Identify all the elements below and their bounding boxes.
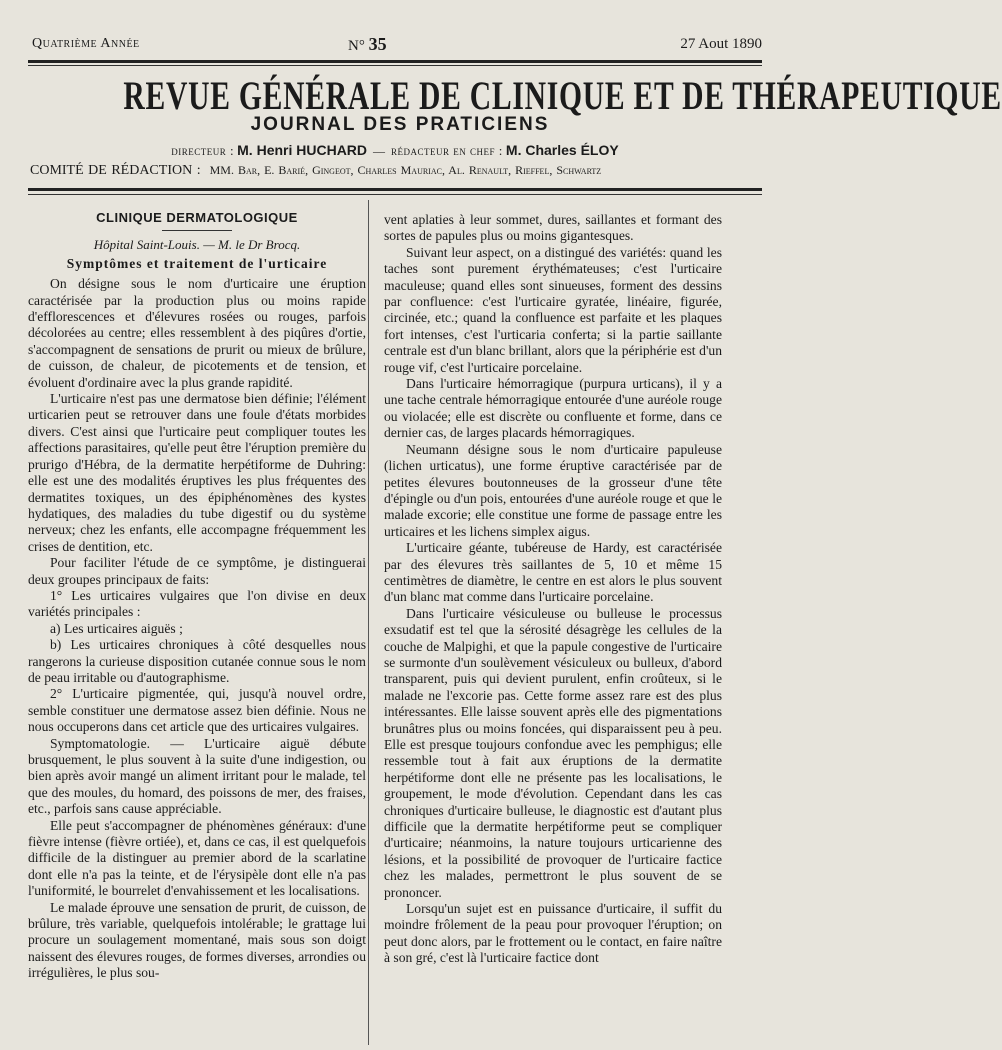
left-column [28, 208, 366, 982]
journal-subtitle: JOURNAL DES PRATICIENS [250, 114, 550, 135]
journal-title: REVUE GÉNÉRALE DE CLINIQUE ET DE THÉRAPEUTIQUE [123, 73, 1002, 118]
paragraph: Neumann désigne sous le nom d'urticaire papuleuse (lichen urticatus), une forme éruptive caractérisée par de petites élevures boutonneuses de la grosseur d'une tête d'épingle ou d'un pois, entourées d'une auréole rouge et que le malade excorie; elle constitue une forme de passage entre les urticaires et les lichens simplex aigus. [384, 441, 722, 539]
paragraph: Lorsqu'un sujet est en puissance d'urticaire, il suffit du moindre frôlement de la peau pour provoquer l'éruption; on peut donc alors, par le frottement ou le contact, en faire naître à son gré, c'est là l'urticaire factice dont [384, 901, 722, 966]
editorial-staff: directeur : M. Henri HUCHARD — rédacteur en chef : M. Charles ÉLOY [171, 142, 619, 158]
hospital-line: Hôpital Saint-Louis. — M. le Dr Brocq. [93, 237, 301, 253]
paragraph: Suivant leur aspect, on a distingué des variétés: quand les taches sont purement érythémateuses; c'est l'urticaire maculeuse; quand elles sont sinueuses, forment des dessins par confluence: c'est l'urticaire gyratée, linéaire, figurée, circinée, etc.; quand la confluence est parfaite et les plaques fort intenses, c'est l'urticaria conferta; si la partie saillante centrale est d'un blanc brillant, alors que la périphérie est d'un rouge vif, c'est l'urticaire porcelaine. [384, 244, 722, 375]
director-name: M. Henri HUCHARD [237, 142, 368, 158]
issue-number: N° 35 [348, 34, 387, 54]
paragraph: Symptomatologie. — L'urticaire aiguë débute brusquement, le plus souvent à la suite d'une indigestion, ou bien après avoir mangé un aliment irritant pour le malade, tel que des moules, du homard, des poissons de mer, des fraises, etc., parfois sans cause appréciable. [28, 735, 366, 817]
header-rule-thin [28, 65, 762, 66]
column-separator [368, 200, 369, 1045]
right-column [384, 212, 722, 967]
committee-names: MM. Bar, E. Barié, Gingeot, Charles Mauriac, Al. Renault, Rieffel, Schwartz [209, 163, 602, 177]
paragraph: Pour faciliter l'étude de ce symptôme, je distinguerai deux groupes principaux de faits: [28, 555, 366, 587]
section-rule [162, 230, 232, 231]
editor-name: M. Charles ÉLOY [505, 142, 619, 158]
paragraph: Dans l'urticaire hémorragique (purpura urticans), il y a une tache centrale hémorragique entourée d'une auréole rouge ou violacée; elle est discrète ou confluente et forme, dans ce dernier cas, de larges placards hémorragiques. [384, 376, 722, 441]
paragraph: 2° L'urticaire pigmentée, qui, jusqu'à nouvel ordre, semble constituer une dermatose assez bien définie. Nous ne nous occuperons dans cet article que des urticaires vulgaires. [28, 686, 366, 735]
year-label: Quatrième Année [32, 36, 140, 51]
paragraph: Elle peut s'accompagner de phénomènes généraux: d'une fièvre intense (fièvre ortiée), et, dans ce cas, il est quelquefois difficile de la distinguer au premier abord de la scarlatine dont elle n'a pas la teinte, et de l'érysipèle dont elle n'a pas l'uniformité, le bourrelet d'envahissement et les localisations. [28, 817, 366, 899]
paragraph: b) Les urticaires chroniques à côté desquelles nous rangerons la curieuse disposition cutanée connue sous le nom de peau irritable ou d'autographisme. [28, 637, 366, 685]
right-body [384, 212, 722, 967]
paragraph: 1° Les urticaires vulgaires que l'on divise en deux variétés principales : [28, 587, 366, 620]
section-title: CLINIQUE DERMATOLOGIQUE [96, 210, 298, 225]
header-rule [28, 60, 762, 63]
article-title: Symptômes et traitement de l'urticaire [66, 255, 328, 271]
paragraph: vent aplaties à leur sommet, dures, saillantes et formant des sortes de papules plus ou moins gigantesques. [384, 212, 722, 244]
paragraph: Le malade éprouve une sensation de prurit, de cuisson, de brûlure, très variable, quelquefois intolérable; le grattage lui procure un soulagement momentané, mais sous son doigt naissent des élevures rouges, de formes diverses, arrondies ou irrégulières, le plus sou- [28, 899, 366, 981]
paragraph: L'urticaire géante, tubéreuse de Hardy, est caractérisée par des élevures très saillantes de 5, 10 et même 15 centimètres de diamètre, le centre en est alors le plus souvent d'un blanc mat comme dans l'urticaire porcelaine. [384, 540, 722, 605]
paragraph: a) Les urticaires aiguës ; [50, 620, 183, 636]
paragraph: On désigne sous le nom d'urticaire une éruption caractérisée par la production plus ou moins rapide d'efflorescences et d'élevures rosées ou rouges, parfois décolorées au centre; elles ressemblent à des piqûres d'ortie, s'accompagnent de sensations de prurit ou mieux de brûlure, de cuisson, de chaleur, de picotements et de tension, et évoluent d'ordinaire avec la plus grande rapidité. [28, 276, 366, 390]
paragraph: Dans l'urticaire vésiculeuse ou bulleuse le processus exsudatif est tel que la sérosité désagrège les cellules de la couche de Malpighi, et que la papule congestive de l'urticaire se surmonte d'un soulèvement vésiculeux ou bulleux, d'abord transparent, puis qui devient purulent, enfin croûteux, si le malade ne l'excorie pas. Cette forme assez rare est des plus intéressantes. Elle laisse souvent après elle des pigmentations brunâtres plus ou moins foncées, qui disparaissent peu à peu. Elle est presque toujours confondue avec les pemphigus; elle ressemble tout à fait aux éruptions de la dermatite herpétiforme dont elle ne présente pas les localisations, le groupement, le mode d'évolution. Cependant dans les cas chroniques d'urticaire bulleuse, le diagnostic est d'autant plus difficile que la dermatite herpétiforme peut se compliquer d'urticaire; néanmoins, la nature toujours urticarienne des lésions, et la possibilité de provoquer de l'urticaire factice chez les malades, permettront le plus souvent de se prononcer. [384, 605, 722, 900]
left-body [28, 276, 366, 981]
masthead-rule [28, 188, 762, 191]
masthead-rule-thin [28, 194, 762, 195]
issue-date: 27 Aout 1890 [680, 36, 762, 52]
editorial-committee: COMITÉ DE RÉDACTION : MM. Bar, E. Barié, Gingeot, Charles Mauriac, Al. Renault, Rieffel, Schwartz [30, 163, 602, 178]
issue-header [32, 30, 762, 56]
paragraph: L'urticaire n'est pas une dermatose bien définie; l'élément urticarien peut se retrouver dans une foule d'états morbides divers. C'est ainsi que l'urticaire peut compliquer toutes les affections parasitaires, qu'elle peut être l'éruption première du prurigo d'Hébra, de la dermatite herpétiforme de Duhring: elle est une des modalités éruptives les plus fréquentes des dermatites toxiques, un des épiphénomènes des kystes hydatiques, des maladies du tube digestif ou du système nerveux; chez les enfants, elle accompagne fréquemment les crises de dentition, etc. [28, 391, 366, 554]
